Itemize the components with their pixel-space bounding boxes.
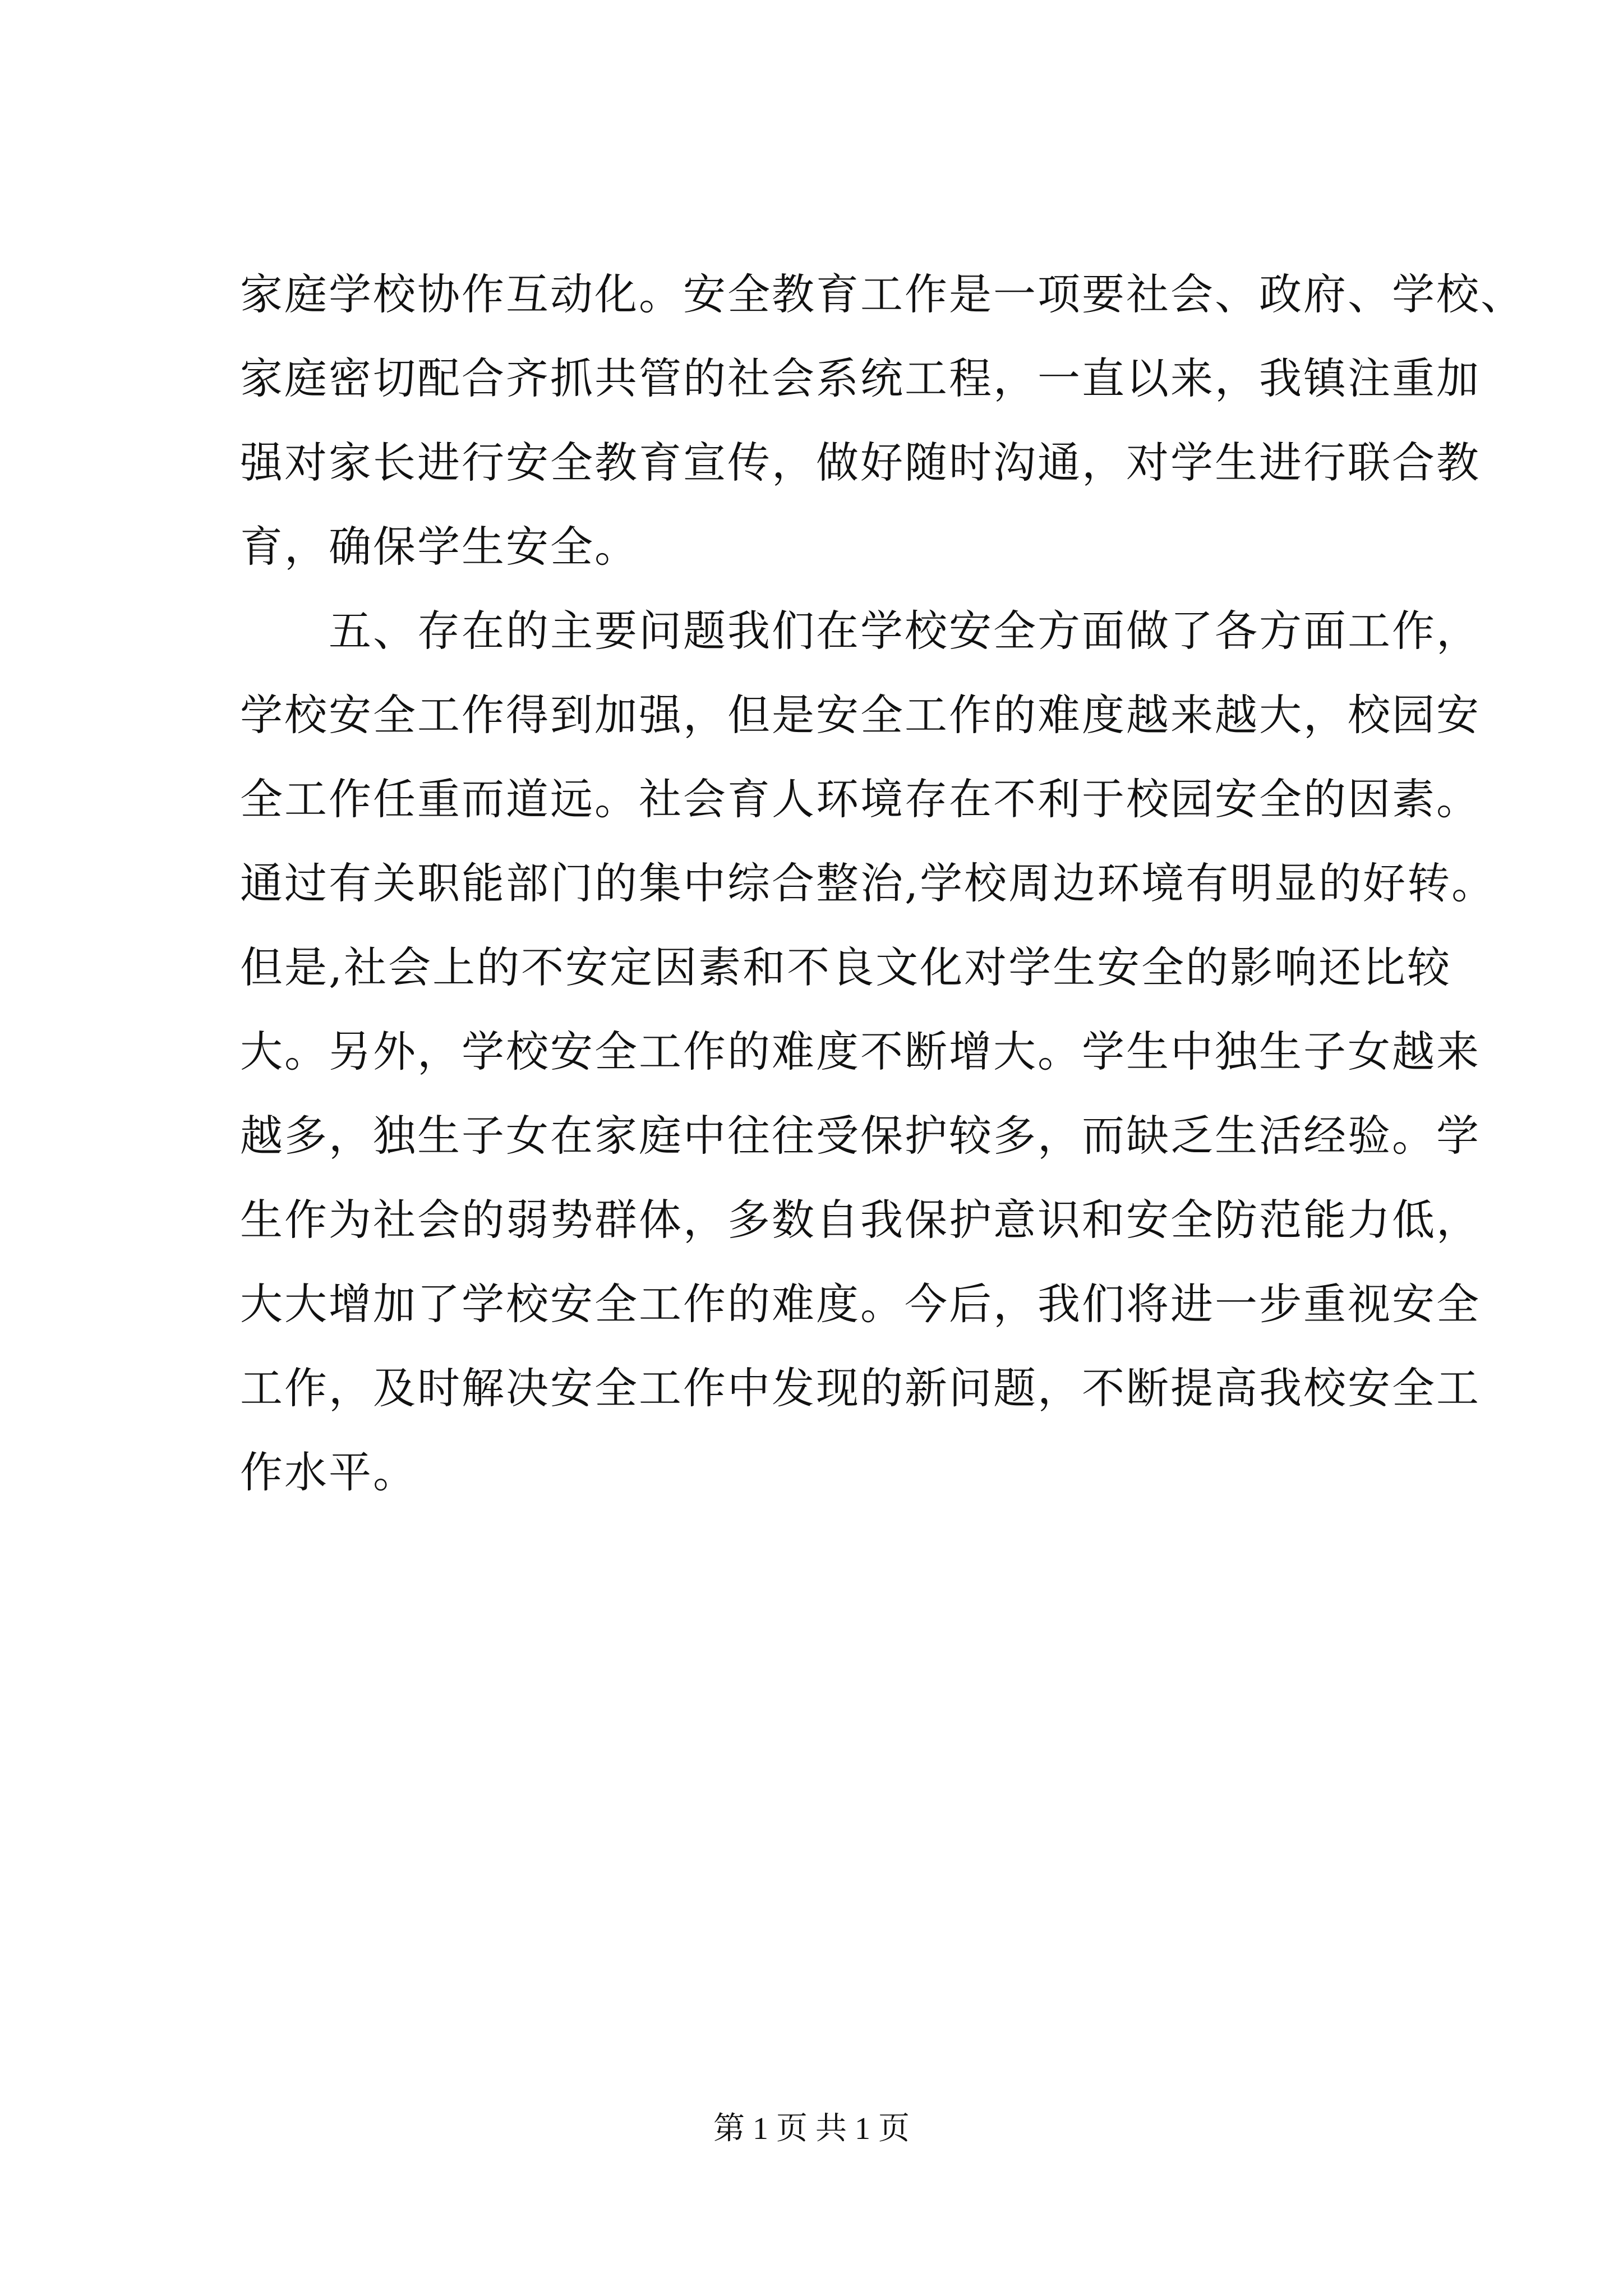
body-text: [240, 252, 1525, 1515]
text-line: 家庭学校协作互动化。安全教育工作是一项要社会、政府、学校、: [240, 269, 1525, 319]
text-line: 全工作任重而道远。社会育人环境存在不利于校园安全的因素。: [240, 774, 1481, 824]
text-line: 工作，及时解决安全工作中发现的新问题，不断提高我校安全工: [240, 1363, 1481, 1413]
text-line: 但是,社会上的不安定因素和不良文化对学生安全的影响还比较: [240, 942, 1452, 992]
text-line: 五、存在的主要问题我们在学校安全方面做了各方面工作，: [240, 606, 1481, 656]
text-line: 大。另外，学校安全工作的难度不断增大。学生中独生子女越来: [240, 1027, 1481, 1076]
page-footer: [0, 2106, 1623, 2151]
page-number: 第 1 页 共 1 页: [713, 2111, 910, 2146]
text-line: 生作为社会的弱势群体，多数自我保护意识和安全防范能力低，: [240, 1195, 1481, 1245]
text-line: 强对家长进行安全教育宣传，做好随时沟通，对学生进行联合教: [240, 438, 1481, 487]
text-line: 学校安全工作得到加强，但是安全工作的难度越来越大，校园安: [240, 690, 1481, 740]
text-line: 通过有关职能部门的集中综合整治,学校周边环境有明显的好转。: [240, 858, 1496, 908]
text-line: 作水平。: [240, 1447, 417, 1497]
text-line: 育，确保学生安全。: [240, 522, 639, 572]
text-line: 越多，独生子女在家庭中往往受保护较多，而缺乏生活经验。学: [240, 1111, 1481, 1161]
text-line: 家庭密切配合齐抓共管的社会系统工程，一直以来，我镇注重加: [240, 353, 1481, 403]
text-line: 大大增加了学校安全工作的难度。今后，我们将进一步重视安全: [240, 1279, 1481, 1329]
